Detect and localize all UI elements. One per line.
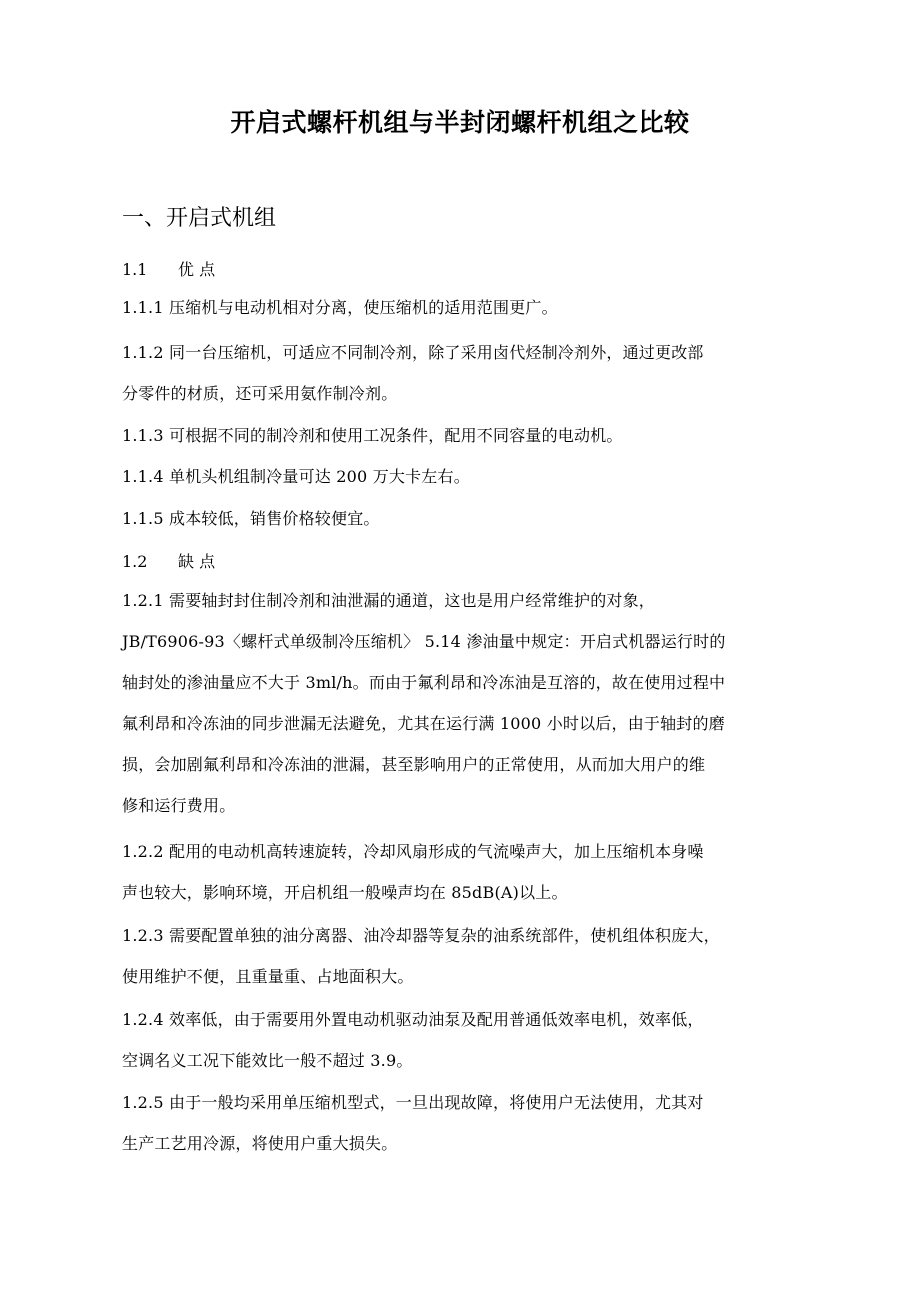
disadvantage-item-4 [122,999,802,1081]
disadvantage-item-1 [122,580,802,826]
advantage-item-1 [122,287,802,328]
paragraph-line: 1.1.4 单机头机组制冷量可达 200 万大卡左右。 [122,467,470,486]
paragraph-line: 1.2.2 配用的电动机高转速旋转，冷却风扇形成的气流噪声大，加上压缩机本身噪 [122,842,704,861]
subsection-label: 缺 点 [178,552,216,571]
advantage-item-2 [122,332,802,414]
paragraph-line: 损，会加剧氟利昂和冷冻油的泄漏，甚至影响用户的正常使用，从而加大用户的维 [122,755,706,774]
paragraph-line: 1.2.1 需要轴封封住制冷剂和油泄漏的通道，这也是用户经常维护的对象， [122,591,655,610]
paragraph-line: 使用维护不便，且重量重、占地面积大。 [122,967,414,986]
paragraph-line: 氟利昂和冷冻油的同步泄漏无法避免，尤其在运行满 1000 小时以后，由于轴封的磨 [122,714,725,733]
subsection-label: 优 点 [178,260,216,279]
paragraph-line: 1.2.5 由于一般均采用单压缩机型式，一旦出现故障，将使用户无法使用，尤其对 [122,1093,704,1112]
paragraph-line: 1.1.3 可根据不同的制冷剂和使用工况条件，配用不同容量的电动机。 [122,426,623,445]
document-title: 开启式螺杆机组与半封闭螺杆机组之比较 [230,108,690,137]
subsection-heading-disadvantages [122,550,215,574]
subsection-heading-advantages [122,258,215,282]
paragraph-line: 1.1.2 同一台压缩机，可适应不同制冷剂，除了采用卤代烃制冷剂外，通过更改部 [122,343,704,362]
paragraph-line: 1.1.1 压缩机与电动机相对分离，使压缩机的适用范围更广。 [122,298,558,317]
disadvantage-item-5 [122,1082,802,1164]
paragraph-line: 分零件的材质，还可采用氨作制冷剂。 [122,384,398,403]
advantage-item-3 [122,415,802,456]
disadvantage-item-2 [122,831,802,913]
advantage-item-4 [122,456,802,497]
paragraph-line: 声也较大，影响环境，开启机组一般噪声均在 85dB(A)以上。 [122,883,568,902]
advantage-item-5 [122,498,802,539]
paragraph-line: 轴封处的渗油量应不大于 3ml/h。而由于氟利昂和冷冻油是互溶的，故在使用过程中 [122,673,726,692]
disadvantage-item-3 [122,915,802,997]
section-heading-open-type: 一、开启式机组 [122,206,277,231]
paragraph-line: 1.1.5 成本较低，销售价格较便宜。 [122,509,380,528]
paragraph-line: 1.2.4 效率低，由于需要用外置电动机驱动油泵及配用普通低效率电机，效率低， [122,1010,704,1029]
paragraph-line: 生产工艺用冷源，将使用户重大损失。 [122,1134,398,1153]
paragraph-line: 修和运行费用。 [122,796,236,815]
paragraph-line: JB/T6906-93〈螺杆式单级制冷压缩机〉 5.14 渗油量中规定：开启式机器运行时的 [122,632,726,651]
subsection-number: 1.2 [122,552,148,571]
paragraph-line: 空调名义工况下能效比一般不超过 3.9。 [122,1051,413,1070]
paragraph-line: 1.2.3 需要配置单独的油分离器、油冷却器等复杂的油系统部件，使机组体积庞大， [122,926,720,945]
subsection-number: 1.1 [122,260,148,279]
